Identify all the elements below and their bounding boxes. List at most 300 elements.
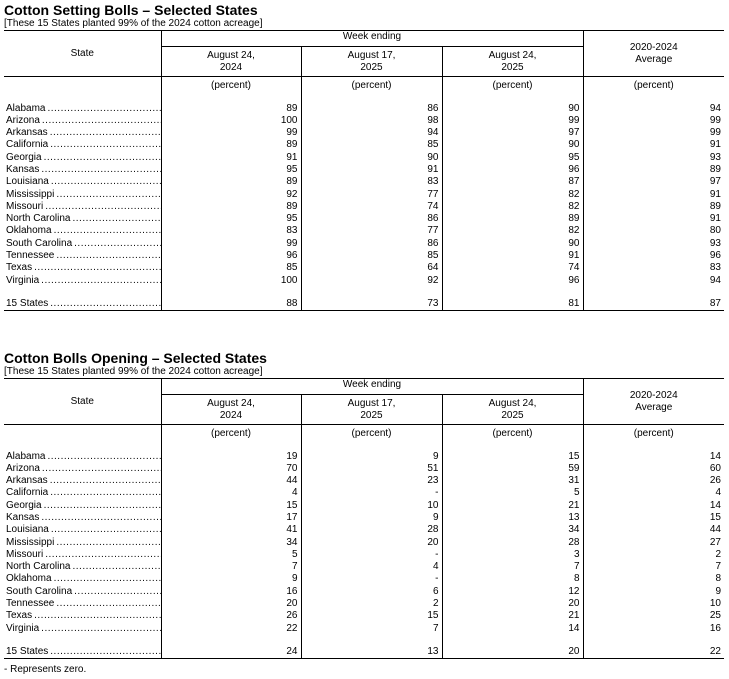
state-name: 15 States <box>6 645 49 657</box>
state-name: 15 States <box>6 297 49 309</box>
state-name: Georgia <box>6 499 42 511</box>
state-name: Missouri <box>6 200 44 212</box>
value-cell: 93 <box>583 152 724 164</box>
gap-cell <box>442 635 583 646</box>
value-cell: 14 <box>583 500 724 512</box>
value-cell: 89 <box>161 176 301 188</box>
state-name: Arizona <box>6 462 40 474</box>
leader-dots <box>50 475 161 487</box>
value-cell: 85 <box>301 139 442 151</box>
state-cell <box>4 623 161 635</box>
value-cell: 94 <box>301 127 442 139</box>
value-cell: 8 <box>442 573 583 585</box>
state-cell-td <box>4 127 161 139</box>
state-cell <box>4 115 161 127</box>
state-cell-td <box>4 610 161 622</box>
state-cell-td <box>4 524 161 536</box>
gap-cell <box>4 635 161 646</box>
table-row <box>4 475 724 487</box>
value-cell: 7 <box>161 561 301 573</box>
state-cell-td <box>4 225 161 237</box>
value-cell: 15 <box>583 512 724 524</box>
table-row <box>4 610 724 622</box>
leader-dots <box>50 298 160 310</box>
cotton-bolls-opening-section <box>4 350 724 659</box>
total-row <box>4 646 724 659</box>
table-subtitle: [These 15 States planted 99% of the 2024 cotton acreage] <box>4 18 263 29</box>
value-cell: 92 <box>301 275 442 287</box>
value-cell: 87 <box>442 176 583 188</box>
state-cell <box>4 164 161 176</box>
leader-dots <box>47 103 160 115</box>
cotton-setting-bolls-section <box>4 2 724 311</box>
gap-row <box>4 287 724 298</box>
value-cell: 90 <box>301 152 442 164</box>
state-cell-td <box>4 238 161 250</box>
state-name: Arizona <box>6 114 40 126</box>
leader-dots <box>45 549 160 561</box>
value-cell: 9 <box>161 573 301 585</box>
value-cell: 99 <box>583 127 724 139</box>
average-column-header <box>583 379 724 425</box>
state-cell <box>4 451 161 463</box>
value-cell: 97 <box>583 176 724 188</box>
state-cell-td <box>4 512 161 524</box>
state-name: Oklahoma <box>6 225 52 237</box>
footnote: - Represents zero. <box>4 664 87 675</box>
state-cell <box>4 298 161 310</box>
leader-dots <box>50 139 160 151</box>
value-cell: 86 <box>301 103 442 115</box>
average-column-header <box>583 31 724 77</box>
state-name: Virginia <box>6 274 40 286</box>
leader-dots <box>47 451 160 463</box>
state-cell-td <box>4 623 161 635</box>
state-cell <box>4 561 161 573</box>
state-cell-td <box>4 262 161 274</box>
state-name: Alabama <box>6 450 46 462</box>
state-cell <box>4 537 161 549</box>
header-line: August 17, <box>347 398 396 409</box>
value-cell: 89 <box>161 139 301 151</box>
table-row <box>4 549 724 561</box>
value-cell: 51 <box>301 463 442 475</box>
header-line: 2024 <box>219 410 243 421</box>
value-cell: 89 <box>583 164 724 176</box>
leader-dots <box>72 561 160 573</box>
header-line: August 17, <box>347 50 396 61</box>
state-cell-td <box>4 598 161 610</box>
week-ending-header: Week ending <box>161 31 583 47</box>
state-cell-td <box>4 176 161 188</box>
value-cell: 99 <box>583 115 724 127</box>
value-cell: 90 <box>442 139 583 151</box>
gap-cell <box>4 287 161 298</box>
state-cell <box>4 487 161 499</box>
state-name: Mississippi <box>6 536 55 548</box>
value-cell: 7 <box>442 561 583 573</box>
value-cell: 28 <box>442 537 583 549</box>
value-cell: 82 <box>442 201 583 213</box>
state-name: South Carolina <box>6 585 73 597</box>
state-cell-td <box>4 250 161 262</box>
table-row <box>4 463 724 475</box>
state-name: Tennessee <box>6 250 55 262</box>
unit-label: (percent) <box>583 425 724 447</box>
value-cell: 70 <box>161 463 301 475</box>
value-cell: 34 <box>161 537 301 549</box>
value-cell: 15 <box>442 451 583 463</box>
unit-label: (percent) <box>301 425 442 447</box>
value-cell: 77 <box>301 189 442 201</box>
state-cell-td <box>4 275 161 287</box>
value-cell: 13 <box>442 512 583 524</box>
total-row <box>4 298 724 311</box>
table-row <box>4 152 724 164</box>
unit-label: (percent) <box>161 77 301 99</box>
table-row <box>4 598 724 610</box>
value-cell: 20 <box>301 537 442 549</box>
state-cell <box>4 586 161 598</box>
value-cell: 99 <box>161 238 301 250</box>
leader-dots <box>34 262 160 274</box>
gap-cell <box>583 287 724 298</box>
value-cell: 91 <box>301 164 442 176</box>
value-cell: 85 <box>301 250 442 262</box>
unit-spacer <box>4 425 161 447</box>
unit-row <box>4 425 724 447</box>
table-row <box>4 139 724 151</box>
state-cell <box>4 598 161 610</box>
leader-dots <box>34 610 160 622</box>
gap-row <box>4 635 724 646</box>
leader-dots <box>50 127 161 139</box>
leader-dots <box>54 225 161 237</box>
table-row <box>4 164 724 176</box>
value-cell: 21 <box>442 500 583 512</box>
leader-dots <box>51 176 161 188</box>
value-cell: 4 <box>161 487 301 499</box>
unit-label: (percent) <box>442 425 583 447</box>
value-cell: 89 <box>161 103 301 115</box>
col-header-august-24-2025 <box>442 395 583 425</box>
value-cell: 73 <box>301 298 442 311</box>
value-cell: 5 <box>161 549 301 561</box>
leader-dots <box>54 573 161 585</box>
data-table <box>4 378 724 659</box>
value-cell: 95 <box>442 152 583 164</box>
header-line: 2025 <box>360 410 383 421</box>
gap-cell <box>301 635 442 646</box>
table-title: Cotton Bolls Opening – Selected States <box>4 350 267 366</box>
value-cell: 15 <box>301 610 442 622</box>
leader-dots <box>74 586 160 598</box>
state-cell-td <box>4 201 161 213</box>
leader-dots <box>56 189 160 201</box>
value-cell: 22 <box>583 646 724 659</box>
table-row <box>4 537 724 549</box>
state-cell-td <box>4 213 161 225</box>
value-cell: 83 <box>161 225 301 237</box>
state-cell-td <box>4 561 161 573</box>
state-name: North Carolina <box>6 561 71 573</box>
header-line: 2020-2024 <box>629 389 678 401</box>
value-cell: 92 <box>161 189 301 201</box>
value-cell: 89 <box>442 213 583 225</box>
state-cell <box>4 238 161 250</box>
value-cell: 86 <box>301 238 442 250</box>
value-cell: 88 <box>161 298 301 311</box>
value-cell: 31 <box>442 475 583 487</box>
value-cell: 82 <box>442 225 583 237</box>
table-row <box>4 500 724 512</box>
value-cell: 95 <box>161 213 301 225</box>
value-cell: 2 <box>583 549 724 561</box>
value-cell: 7 <box>301 623 442 635</box>
unit-label: (percent) <box>442 77 583 99</box>
value-cell: 89 <box>161 201 301 213</box>
value-cell: 8 <box>583 573 724 585</box>
state-cell <box>4 103 161 115</box>
state-cell <box>4 275 161 287</box>
state-cell-td <box>4 451 161 463</box>
state-name: North Carolina <box>6 213 71 225</box>
data-table <box>4 30 724 311</box>
value-cell: 91 <box>583 213 724 225</box>
value-cell: 96 <box>583 250 724 262</box>
value-cell: 90 <box>442 103 583 115</box>
state-cell <box>4 139 161 151</box>
value-cell: 98 <box>301 115 442 127</box>
value-cell: 13 <box>301 646 442 659</box>
state-name: Kansas <box>6 163 40 175</box>
col-header-august-24-2024 <box>161 395 301 425</box>
value-cell: 3 <box>442 549 583 561</box>
value-cell: 94 <box>583 103 724 115</box>
value-cell: 99 <box>442 115 583 127</box>
value-cell: 81 <box>442 298 583 311</box>
value-cell: 80 <box>583 225 724 237</box>
value-cell: - <box>301 487 442 499</box>
value-cell: 97 <box>442 127 583 139</box>
state-column-header: State <box>4 379 161 425</box>
state-name: Kansas <box>6 511 40 523</box>
state-name: Texas <box>6 262 33 274</box>
state-cell <box>4 524 161 536</box>
table-row <box>4 524 724 536</box>
value-cell: 27 <box>583 537 724 549</box>
table-row <box>4 275 724 287</box>
value-cell: 4 <box>583 487 724 499</box>
state-column-header: State <box>4 31 161 77</box>
state-cell <box>4 213 161 225</box>
value-cell: 87 <box>583 298 724 311</box>
header-line: August 24, <box>207 50 255 61</box>
state-cell <box>4 225 161 237</box>
value-cell: 16 <box>161 586 301 598</box>
value-cell: 82 <box>442 189 583 201</box>
value-cell: 22 <box>161 623 301 635</box>
state-cell <box>4 646 161 658</box>
value-cell: 83 <box>583 262 724 274</box>
value-cell: 74 <box>301 201 442 213</box>
state-cell <box>4 189 161 201</box>
state-name: Arkansas <box>6 475 48 487</box>
leader-dots <box>45 201 160 213</box>
header-line: Average <box>635 401 673 413</box>
value-cell: 41 <box>161 524 301 536</box>
state-cell <box>4 176 161 188</box>
gap-cell <box>583 635 724 646</box>
table-subtitle: [These 15 States planted 99% of the 2024 cotton acreage] <box>4 366 263 377</box>
state-cell <box>4 573 161 585</box>
table-title: Cotton Setting Bolls – Selected States <box>4 2 258 18</box>
table-row <box>4 213 724 225</box>
value-cell: 17 <box>161 512 301 524</box>
value-cell: 59 <box>442 463 583 475</box>
header-line: 2025 <box>501 62 524 73</box>
unit-spacer <box>4 77 161 99</box>
leader-dots <box>50 487 160 499</box>
value-cell: 89 <box>583 201 724 213</box>
col-header-august-17-2025 <box>301 47 442 77</box>
gap-cell <box>161 287 301 298</box>
value-cell: 44 <box>583 524 724 536</box>
state-name: Tennessee <box>6 598 55 610</box>
value-cell: 94 <box>583 275 724 287</box>
leader-dots <box>41 512 160 524</box>
leader-dots <box>56 598 160 610</box>
value-cell: 95 <box>161 164 301 176</box>
unit-label: (percent) <box>583 77 724 99</box>
value-cell: 6 <box>301 586 442 598</box>
value-cell: 10 <box>301 500 442 512</box>
table-row <box>4 238 724 250</box>
table-row <box>4 573 724 585</box>
leader-dots <box>44 500 161 512</box>
state-cell <box>4 152 161 164</box>
unit-label: (percent) <box>301 77 442 99</box>
gap-cell <box>442 287 583 298</box>
table-row <box>4 189 724 201</box>
state-cell-td <box>4 189 161 201</box>
gap-cell <box>161 635 301 646</box>
value-cell: 20 <box>442 646 583 659</box>
state-cell-td <box>4 298 161 311</box>
value-cell: 2 <box>301 598 442 610</box>
value-cell: 5 <box>442 487 583 499</box>
state-cell-td <box>4 646 161 659</box>
value-cell: 96 <box>442 164 583 176</box>
gap-cell <box>301 287 442 298</box>
header-line: 2020-2024 <box>629 41 678 53</box>
state-name: Louisiana <box>6 524 49 536</box>
value-cell: 26 <box>161 610 301 622</box>
unit-row <box>4 77 724 99</box>
value-cell: 15 <box>161 500 301 512</box>
header-line: August 24, <box>488 398 537 409</box>
state-cell-td <box>4 152 161 164</box>
week-ending-header: Week ending <box>161 379 583 395</box>
header-line: August 24, <box>488 50 537 61</box>
table-row <box>4 115 724 127</box>
value-cell: 20 <box>161 598 301 610</box>
state-cell-td <box>4 103 161 115</box>
value-cell: 9 <box>301 451 442 463</box>
table-row <box>4 561 724 573</box>
header-line: 2025 <box>501 410 524 421</box>
value-cell: 14 <box>442 623 583 635</box>
value-cell: 16 <box>583 623 724 635</box>
leader-dots <box>51 524 161 536</box>
value-cell: 12 <box>442 586 583 598</box>
leader-dots <box>56 250 160 262</box>
value-cell: 9 <box>583 586 724 598</box>
value-cell: 99 <box>161 127 301 139</box>
value-cell: 44 <box>161 475 301 487</box>
col-header-august-24-2024 <box>161 47 301 77</box>
state-cell-td <box>4 573 161 585</box>
value-cell: 14 <box>583 451 724 463</box>
value-cell: 24 <box>161 646 301 659</box>
state-name: Alabama <box>6 102 46 114</box>
state-cell-td <box>4 500 161 512</box>
state-cell <box>4 610 161 622</box>
table-row <box>4 262 724 274</box>
leader-dots <box>42 115 161 127</box>
value-cell: 26 <box>583 475 724 487</box>
state-cell <box>4 201 161 213</box>
value-cell: 96 <box>442 275 583 287</box>
state-name: Oklahoma <box>6 573 52 585</box>
leader-dots <box>41 623 160 635</box>
value-cell: 91 <box>583 139 724 151</box>
state-cell-td <box>4 115 161 127</box>
state-cell <box>4 549 161 561</box>
value-cell: 77 <box>301 225 442 237</box>
table-row <box>4 201 724 213</box>
state-cell-td <box>4 586 161 598</box>
value-cell: 10 <box>583 598 724 610</box>
value-cell: 21 <box>442 610 583 622</box>
state-name: California <box>6 139 49 151</box>
value-cell: 7 <box>583 561 724 573</box>
value-cell: 4 <box>301 561 442 573</box>
leader-dots <box>74 238 160 250</box>
value-cell: 60 <box>583 463 724 475</box>
table-row <box>4 225 724 237</box>
unit-label: (percent) <box>161 425 301 447</box>
value-cell: 91 <box>161 152 301 164</box>
state-name: Missouri <box>6 548 44 560</box>
value-cell: 91 <box>583 189 724 201</box>
value-cell: 90 <box>442 238 583 250</box>
state-cell-td <box>4 139 161 151</box>
state-cell-td <box>4 487 161 499</box>
value-cell: 100 <box>161 115 301 127</box>
table-row <box>4 127 724 139</box>
state-cell <box>4 463 161 475</box>
leader-dots <box>50 646 160 658</box>
state-cell <box>4 262 161 274</box>
table-row <box>4 623 724 635</box>
table-row <box>4 250 724 262</box>
value-cell: - <box>301 573 442 585</box>
state-name: California <box>6 487 49 499</box>
leader-dots <box>72 213 160 225</box>
state-cell <box>4 250 161 262</box>
value-cell: 93 <box>583 238 724 250</box>
